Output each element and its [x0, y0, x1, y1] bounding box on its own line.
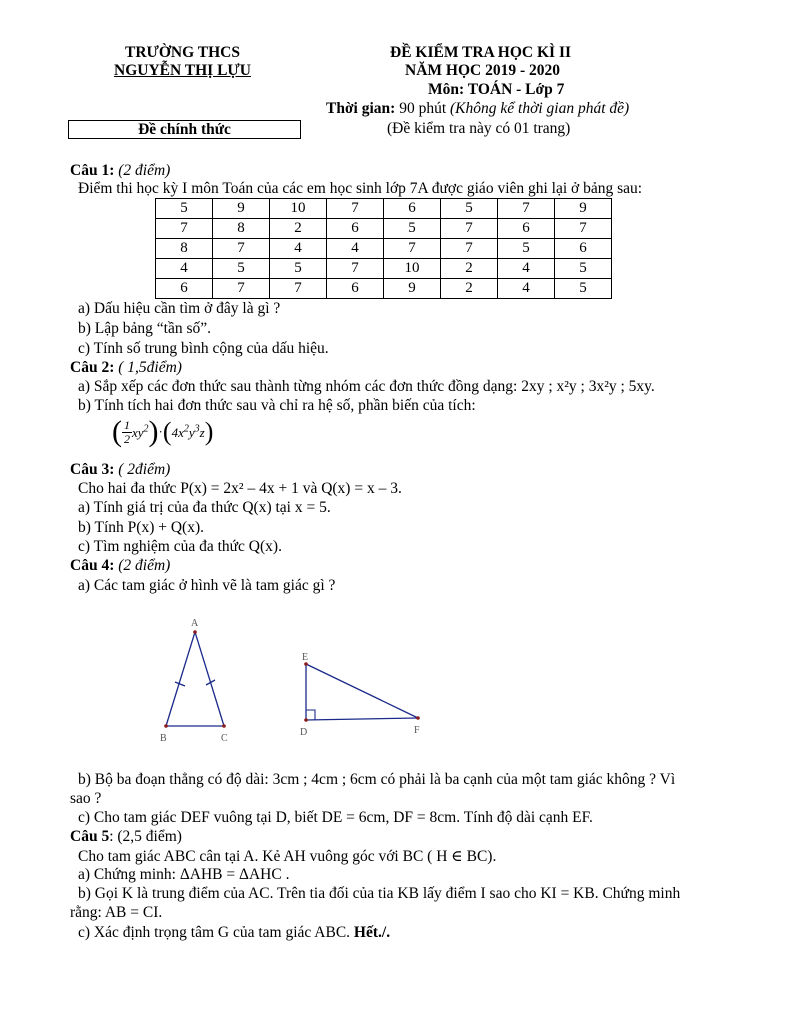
fraction	[122, 419, 132, 446]
triangle-abc	[160, 618, 228, 744]
side-ac	[195, 632, 224, 726]
table-cell: 9	[384, 279, 441, 299]
school-line1: TRƯỜNG THCS	[125, 44, 240, 61]
table-cell: 5	[213, 259, 270, 279]
school-line2: NGUYỄN THỊ LỰU	[114, 62, 251, 79]
q3-points: ( 2điểm)	[118, 461, 171, 478]
q4-points: (2 điểm)	[118, 557, 171, 574]
table-cell: 4	[327, 239, 384, 259]
time-note: (Không kể thời gian phát đề)	[450, 100, 630, 117]
table-cell: 4	[156, 259, 213, 279]
table-row	[156, 239, 612, 259]
q3-title: Câu 3:	[70, 461, 115, 478]
table-cell: 6	[327, 279, 384, 299]
right-angle-mark	[306, 710, 315, 720]
q5-part-b-line1: b) Gọi K là trung điểm của AC. Trên tia đối của tia KB lấy điểm I sao cho KI = KB. Chứng minh	[78, 885, 681, 902]
table-cell: 4	[498, 279, 555, 299]
table-cell: 7	[327, 259, 384, 279]
end-mark: Hết./.	[353, 924, 391, 941]
table-cell: 10	[384, 259, 441, 279]
table-cell: 6	[327, 219, 384, 239]
table-cell: 7	[270, 279, 327, 299]
q2-title: Câu 2:	[70, 359, 115, 376]
table-cell: 7	[213, 239, 270, 259]
table-cell: 4	[270, 239, 327, 259]
official-label: Đề chính thức	[68, 120, 301, 139]
q3-heading	[70, 461, 170, 479]
q4-heading	[70, 557, 170, 575]
table-cell: 6	[156, 279, 213, 299]
q2-heading	[70, 359, 182, 377]
table-cell: 6	[498, 219, 555, 239]
table-cell: 2	[441, 279, 498, 299]
table-cell: 5	[555, 279, 612, 299]
table-cell: 8	[156, 239, 213, 259]
score-table	[155, 198, 612, 299]
table-cell: 7	[555, 219, 612, 239]
time-label: Thời gian:	[326, 100, 396, 117]
table-cell: 7	[213, 279, 270, 299]
label-b: B	[160, 733, 167, 744]
q2-part-b: b) Tính tích hai đơn thức sau và chỉ ra hệ số, phần biến của tích:	[78, 397, 476, 414]
q2-expression: ( $\frac{1}{2}$ $xy^2)\cdot(4x^2y^3z)$	[112, 415, 214, 448]
q5-points: : (2,5 điểm)	[109, 828, 182, 845]
q5-part-c: c) Xác định trọng tâm G của tam giác ABC.	[78, 924, 351, 941]
table-cell: 7	[327, 199, 384, 219]
table-row	[156, 199, 612, 219]
q4-part-b-line2: sao ?	[70, 790, 102, 807]
q1-part-c: c) Tính số trung bình cộng của dấu hiệu.	[78, 340, 329, 357]
q5-part-b-line2: rằng: AB = CI.	[70, 904, 163, 921]
table-cell: 5	[156, 199, 213, 219]
q5-heading	[70, 828, 182, 846]
subject: Môn: TOÁN - Lớp 7	[428, 81, 565, 98]
label-c: C	[221, 733, 228, 744]
table-cell: 6	[555, 239, 612, 259]
table-cell: 7	[441, 219, 498, 239]
table-row	[156, 259, 612, 279]
table-cell: 9	[555, 199, 612, 219]
school-year: NĂM HỌC 2019 - 2020	[405, 62, 560, 79]
table-row	[156, 279, 612, 299]
vertex-a	[193, 630, 197, 634]
table-cell: 5	[270, 259, 327, 279]
table-cell: 10	[270, 199, 327, 219]
table-cell: 7	[441, 239, 498, 259]
table-cell: 7	[384, 239, 441, 259]
q3-part-a: a) Tính giá trị của đa thức Q(x) tại x = 5.	[78, 499, 331, 516]
triangle-def	[300, 652, 420, 738]
q3-intro: Cho hai đa thức P(x) = 2x² – 4x + 1 và Q(x) = x – 3.	[78, 480, 402, 497]
table-cell: 5	[498, 239, 555, 259]
label-a: A	[191, 618, 199, 629]
q5-part-c-line	[78, 924, 390, 942]
q5-part-a: a) Chứng minh: ΔAHB = ΔAHC .	[78, 866, 290, 883]
q1-heading	[70, 162, 170, 180]
vertex-d	[304, 718, 308, 722]
side-df	[306, 718, 418, 720]
q1-intro: Điểm thi học kỳ I môn Toán của các em học sinh lớp 7A được giáo viên ghi lại ở bảng sau:	[78, 180, 643, 197]
table-cell: 9	[213, 199, 270, 219]
side-ab	[166, 632, 195, 726]
score-table-body	[156, 199, 612, 299]
q1-title: Câu 1:	[70, 162, 115, 179]
q2-points: ( 1,5điểm)	[118, 359, 182, 376]
q4-part-c: c) Cho tam giác DEF vuông tại D, biết DE = 6cm, DF = 8cm. Tính độ dài cạnh EF.	[78, 809, 593, 826]
fraction-denominator: 2	[124, 431, 130, 446]
label-f: F	[414, 725, 420, 736]
table-cell: 8	[213, 219, 270, 239]
table-cell: 5	[384, 219, 441, 239]
table-cell: 2	[441, 259, 498, 279]
q4-part-b-line1: b) Bộ ba đoạn thẳng có độ dài: 3cm ; 4cm ; 6cm có phải là ba cạnh của một tam giác không ? Vì	[78, 771, 676, 788]
vertex-c	[222, 724, 226, 728]
q3-part-b: b) Tính P(x) + Q(x).	[78, 519, 204, 536]
q5-title: Câu 5	[70, 828, 110, 845]
table-cell: 5	[555, 259, 612, 279]
q4-title: Câu 4:	[70, 557, 115, 574]
triangle-figures	[0, 600, 792, 760]
label-d: D	[300, 727, 308, 738]
pages-note: (Đề kiểm tra này có 01 trang)	[387, 120, 571, 137]
table-cell: 4	[498, 259, 555, 279]
table-row	[156, 219, 612, 239]
table-cell: 2	[270, 219, 327, 239]
q3-part-c: c) Tìm nghiệm của đa thức Q(x).	[78, 538, 282, 555]
table-cell: 6	[384, 199, 441, 219]
q1-part-b: b) Lập bảng “tần số”.	[78, 320, 211, 337]
q1-part-a: a) Dấu hiệu cần tìm ở đây là gì ?	[78, 300, 281, 317]
label-e: E	[302, 652, 309, 663]
table-cell: 7	[498, 199, 555, 219]
q1-points: (2 điểm)	[118, 162, 171, 179]
q2-part-a: a) Sắp xếp các đơn thức sau thành từng nhóm các đơn thức đồng dạng: 2xy ; x²y ; 3x²y ; 5xy.	[78, 378, 655, 395]
time-value: 90 phút	[399, 100, 447, 117]
table-cell: 7	[156, 219, 213, 239]
vertex-f	[416, 716, 420, 720]
time-line	[326, 100, 629, 118]
exam-title: ĐỀ KIỂM TRA HỌC KÌ II	[390, 44, 572, 61]
q5-intro: Cho tam giác ABC cân tại A. Kẻ AH vuông góc với BC ( H ∈ BC).	[78, 848, 497, 865]
fraction-numerator: 1	[124, 417, 130, 432]
table-cell: 5	[441, 199, 498, 219]
q4-part-a: a) Các tam giác ở hình vẽ là tam giác gì ?	[78, 577, 336, 594]
side-ef	[306, 664, 418, 718]
vertex-b	[164, 724, 168, 728]
